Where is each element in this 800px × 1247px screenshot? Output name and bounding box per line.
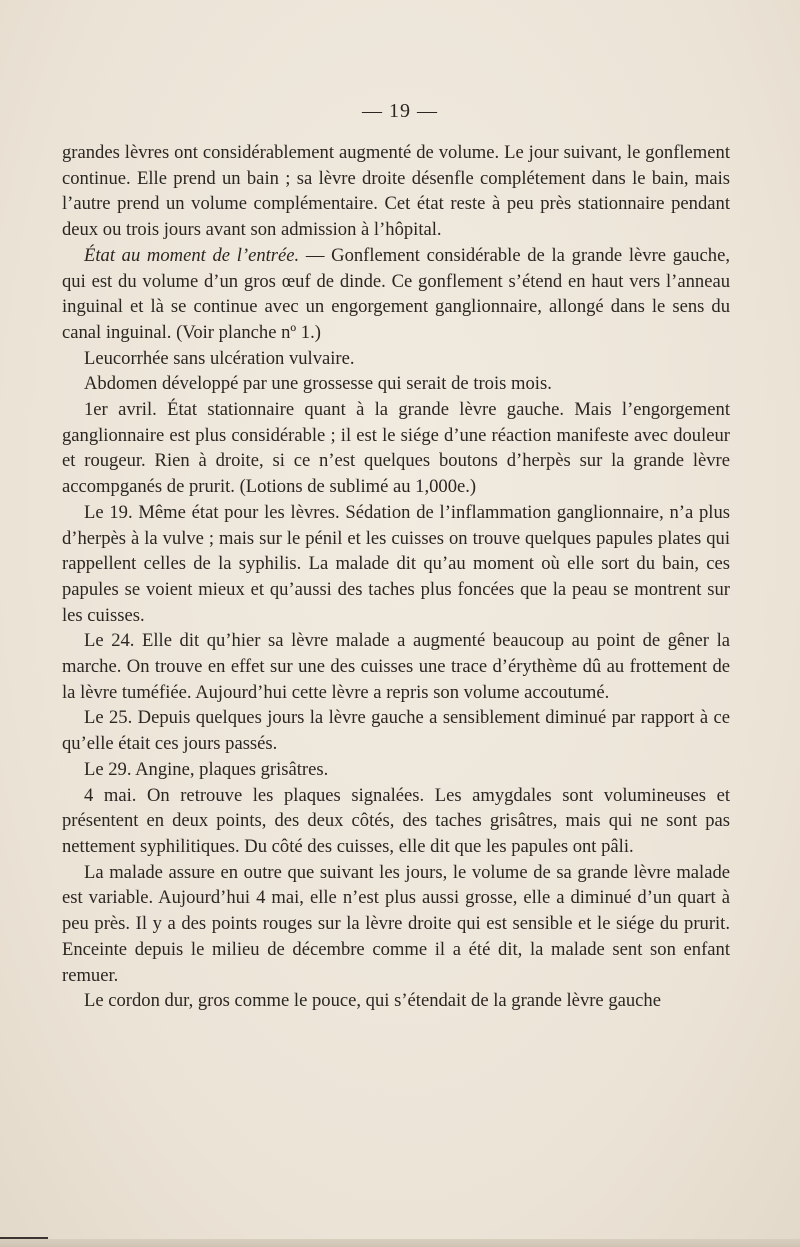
paragraph: 1er avril. État stationnaire quant à la grande lèvre gauche. Mais l’engorgement ganglionnaire est plus considérable ; il est le siége d’une réaction manifeste avec douleur et rougeur. Rien à droite, si ce n’est quelques boutons d’herpès sur la grande lèvre accompganés de prurit. (Lotions de sublimé au 1,000e.) (62, 399, 730, 498)
body-text (62, 140, 730, 1014)
paragraph: Le 25. Depuis quelques jours la lèvre gauche a sensiblement diminué par rapport à ce qu’elle était ces jours passés. (62, 707, 730, 755)
paragraph: Le 24. Elle dit qu’hier sa lèvre malade a augmenté beaucoup au point de gêner la marche. On trouve en effet sur une des cuisses une trace d’érythème dû au frottement de la lèvre tuméfiée. Aujourd’hui cette lèvre a repris son volume accoutumé. (62, 630, 730, 703)
paragraph: Le 19. Même état pour les lèvres. Sédation de l’inflammation ganglionnaire, n’a plus d’herpès à la vulve ; mais sur le pénil et les cuisses on trouve quelques papules plates qui rappellent celles de la syphilis. La malade dit qu’au moment où elle sort du bain, ces papules se voient mieux et qu’aussi des taches plus foncées que la peau se montrent sur les cuisses. (62, 501, 730, 626)
page-edge-shadow (0, 1239, 800, 1247)
paragraph: État au moment de l’entrée. — Gonflement considérable de la grande lèvre gauche, qui est du volume d’un gros œuf de dinde. Ce gonflement s’étend en haut vers l’anneau inguinal et là se continue avec un engorgement ganglionnaire, allongé dans le sens du canal inguinal. (Voir planche nº 1.) (62, 244, 730, 343)
paragraph: Abdomen développé par une grossesse qui serait de trois mois. (84, 373, 552, 395)
paragraph: Le 29. Angine, plaques grisâtres. (84, 758, 329, 780)
paragraph: 4 mai. On retrouve les plaques signalées. Les amygdales sont volumineuses et présentent en deux points, des deux côtés, des taches grisâtres, mais qui ne sont pas nettement syphilitiques. Du côté des cuisses, elle dit que les papules ont pâli. (62, 784, 730, 857)
paragraph: grandes lèvres ont considérablement augmenté de volume. Le jour suivant, le gonflement continue. Elle prend un bain ; sa lèvre droite désenfle complétement dans le bain, mais l’autre prend un volume complémentaire. Cet état reste à peu près stationnaire pendant deux ou trois jours avant son admission à l’hôpital. (62, 142, 730, 241)
paragraph: Leucorrhée sans ulcération vulvaire. (84, 347, 355, 369)
paragraph: Le cordon dur, gros comme le pouce, qui s’étendait de la grande lèvre gauche (84, 990, 661, 1012)
section-heading: État au moment de l’entrée. (84, 244, 300, 266)
page-number: — 19 — (362, 100, 438, 122)
paragraph: La malade assure en outre que suivant les jours, le volume de sa grande lèvre malade est variable. Aujourd’hui 4 mai, elle n’est plus aussi grosse, elle a diminué d’un quart à peu près. Il y a des points rouges sur la lèvre droite qui est sensible et le siége du prurit. Enceinte depuis le milieu de décembre comme il a été dit, la malade sent son enfant remuer. (62, 861, 730, 986)
